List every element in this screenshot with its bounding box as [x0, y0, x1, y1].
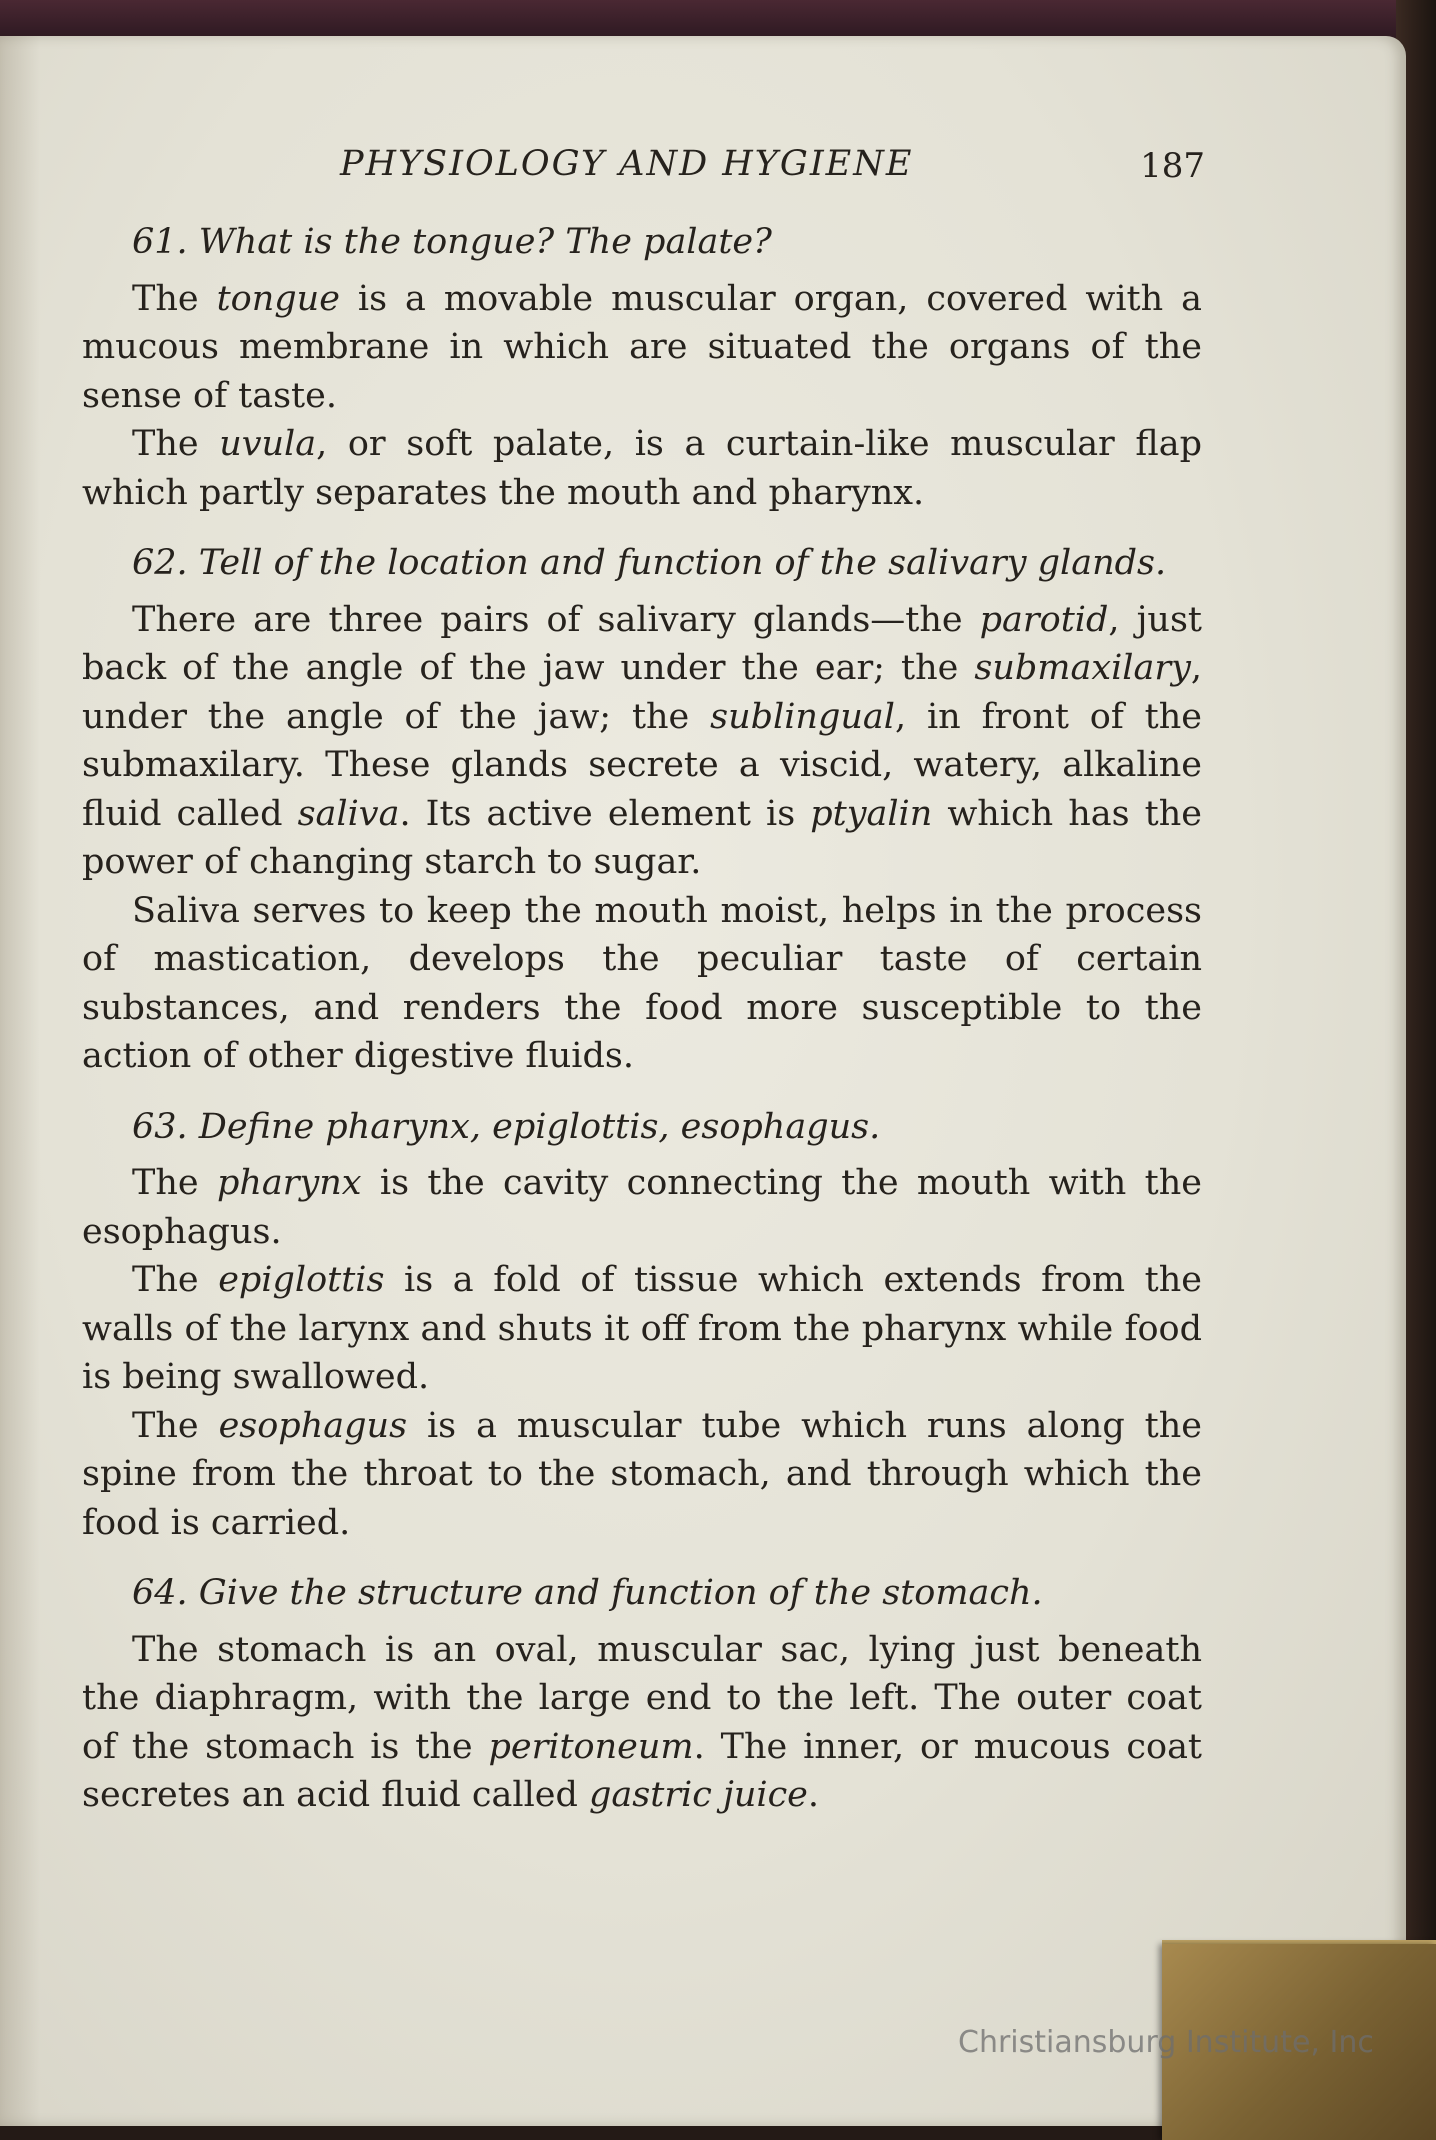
answer-61-tongue: The tongue is a movable muscular organ, covered with a mucous membrane in which are situated the organs of the sense of taste. — [82, 278, 1202, 416]
question-64: 64. Give the structure and function of the stomach. — [132, 1573, 1043, 1613]
question-63: 63. Define pharynx, epiglottis, esophagus. — [132, 1106, 881, 1147]
term-esophagus: esophagus — [218, 1405, 408, 1446]
page-gutter-shade — [0, 36, 40, 2126]
term-uvula: uvula — [219, 424, 317, 464]
answer-61-uvula: The uvula, or soft palate, is a curtain-like muscular flap which partly separates the mouth and pharynx. — [82, 424, 1202, 513]
page-number: 187 — [1140, 146, 1205, 186]
term-tongue: tongue — [216, 278, 340, 319]
answer-64-stomach: The stomach is an oval, muscular sac, lying just beneath the diaphragm, with the large end to the left. The outer coat of the stomach is the peritoneum. The inner, or mucous coat secretes an acid fluid called gastric juice. — [82, 1629, 1202, 1815]
question-62: 62. Tell of the location and function of the salivary glands. — [132, 543, 1167, 583]
running-title: PHYSIOLOGY AND HYGIENE — [340, 144, 914, 184]
term-peritoneum: peritoneum — [488, 1726, 694, 1767]
answer-62-glands: There are three pairs of salivary glands—the parotid, just back of the angle of the jaw under the ear; the submaxilary, under the angle of the jaw; the sublingual, in front of the submaxilary. These glands secrete a viscid, watery, alkaline fluid called saliva. Its active element is ptyalin which has the power of changing starch to sugar. — [82, 599, 1202, 882]
term-sublingual: sublingual — [710, 696, 895, 737]
term-pharynx: pharynx — [216, 1163, 362, 1203]
answer-62-saliva: Saliva serves to keep the mouth moist, helps in the process of mastication, develops the peculiar taste of certain substances, and renders the food more susceptible to the action of other digestive fluids. — [82, 890, 1202, 1076]
page-header — [330, 140, 1205, 190]
answer-63-epiglottis: The epiglottis is a fold of tissue which extends from the walls of the larynx and shuts it off from the pharynx while food is being swallowed. — [82, 1260, 1202, 1397]
term-saliva: saliva — [297, 793, 400, 834]
question-61: 61. What is the tongue? The palate? — [132, 222, 772, 262]
term-parotid: parotid — [979, 599, 1109, 640]
term-epiglottis: epiglottis — [218, 1260, 385, 1300]
term-ptyalin: ptyalin — [810, 793, 933, 834]
watermark: Christiansburg Institute, Inc — [958, 2025, 1374, 2060]
answer-63-pharynx: The pharynx is the cavity connecting the mouth with the esophagus. — [82, 1163, 1202, 1252]
page-body — [82, 218, 1202, 1820]
term-submaxilary: submaxilary — [974, 648, 1191, 688]
term-gastric-juice: gastric juice — [589, 1775, 808, 1815]
answer-63-esophagus: The esophagus is a muscular tube which runs along the spine from the throat to the stomach, and through which the food is carried. — [82, 1405, 1203, 1543]
